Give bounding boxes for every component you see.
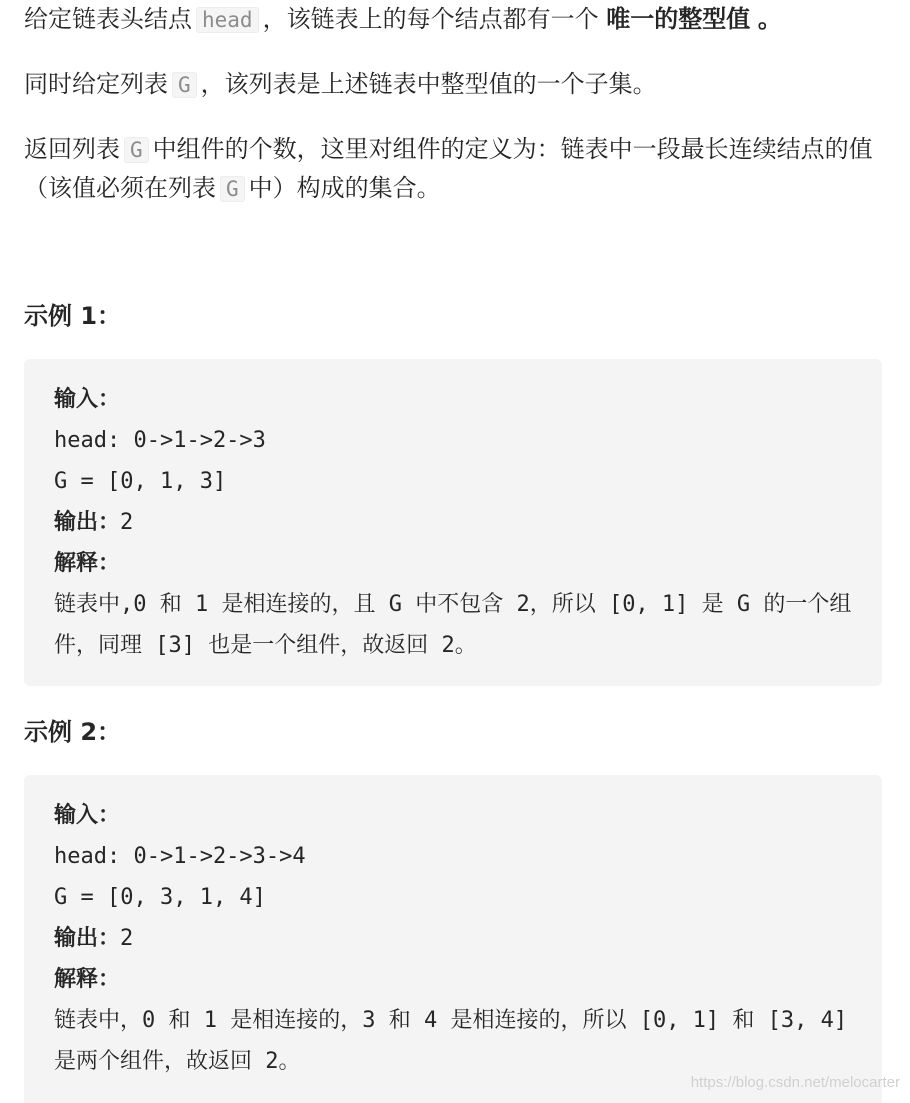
emphasis-unique-int: 唯一的整型值 [606, 5, 751, 33]
g-line: G = [0, 1, 3] [54, 469, 227, 494]
input-label: 输入： [54, 386, 121, 412]
inline-code-g: G [220, 176, 245, 202]
emphasis-period: 。 [757, 5, 782, 33]
inline-code-head: head [196, 7, 259, 33]
head-line: head: 0->1->2->3->4 [54, 844, 306, 869]
description-paragraph-1 [24, 0, 884, 39]
description-text: ，该列表是上述链表中整型值的一个子集。 [200, 70, 657, 98]
output-value: 2 [120, 510, 134, 535]
explanation-text: 链表中，0 和 1 是相连接的，3 和 4 是相连接的，所以 [0, 1] 和 [3, 4] 是两个组件，故返回 2。 [54, 1008, 861, 1074]
head-line: head: 0->1->2->3 [54, 428, 266, 453]
example-1-title: 示例 1： [24, 302, 122, 330]
description-text: 同时给定列表 [24, 70, 168, 98]
description-text: 中）构成的集合。 [248, 174, 441, 202]
example-1-code-block [24, 359, 882, 686]
output-value: 2 [120, 926, 134, 951]
input-label: 输入： [54, 802, 121, 828]
inline-code-g: G [172, 72, 197, 98]
description-text: ，该链表上的每个结点都有一个 [262, 5, 599, 33]
description-paragraph-3 [24, 130, 884, 208]
description-text: 返回列表 [24, 135, 120, 163]
watermark: https://blog.csdn.net/melocarter [690, 1074, 900, 1091]
inline-code-g: G [124, 137, 149, 163]
output-label: 输出： [54, 509, 121, 535]
example-2-title: 示例 2： [24, 718, 122, 746]
description-text: 中组件的个数，这里对组件的定义为：链表中一段最长连续结点的值（该值必须在列表 [24, 135, 873, 202]
g-line: G = [0, 3, 1, 4] [54, 885, 266, 910]
output-label: 输出： [54, 925, 121, 951]
description-text: 给定链表头结点 [24, 5, 192, 33]
explain-label: 解释： [54, 550, 121, 576]
explain-label: 解释： [54, 966, 121, 992]
description-paragraph-2 [24, 65, 884, 104]
explanation-text: 链表中,0 和 1 是相连接的，且 G 中不包含 2，所以 [0, 1] 是 G 的一个组件，同理 [3] 也是一个组件，故返回 2。 [54, 592, 852, 658]
example-2-code-block [24, 775, 882, 1103]
